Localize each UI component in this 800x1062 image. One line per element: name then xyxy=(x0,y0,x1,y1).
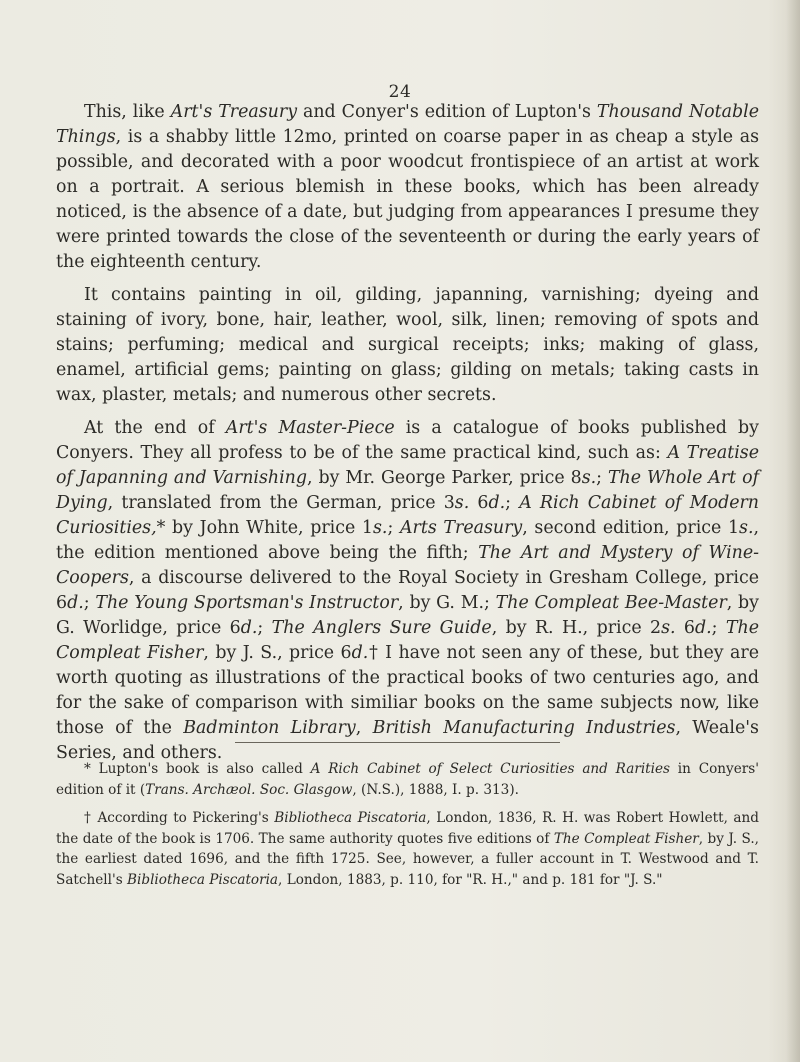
text-run: , a discourse delivered to the Royal Society in Gresham College, price 6 xyxy=(56,568,759,613)
italic-text: Thousand Notable Things xyxy=(56,102,759,147)
italic-text: d. xyxy=(240,618,258,638)
text-run: , by Mr. George Parker, price 8 xyxy=(306,468,582,488)
italic-text: Art's Master-Piece xyxy=(225,418,395,438)
italic-text: d. xyxy=(351,643,369,663)
italic-text: s. xyxy=(739,518,754,538)
text-run: , second edition, price 1 xyxy=(522,518,740,538)
italic-text: Trans. Archæol. Soc. Glasgow xyxy=(145,781,353,798)
italic-text: The Young Sportsman's Instructor xyxy=(95,593,399,613)
italic-text: d. xyxy=(67,593,84,613)
paragraph xyxy=(56,100,759,275)
page-edge-shadow xyxy=(786,0,800,1062)
text-run: , the edition mentioned above being the fifth; xyxy=(56,518,759,563)
text-run: , by R. H., price 2 xyxy=(491,618,662,638)
italic-text: Badminton Library xyxy=(183,718,356,738)
text-run: , xyxy=(355,718,373,738)
text-run: ; xyxy=(257,618,272,638)
footnotes xyxy=(56,759,759,890)
text-run: and Conyer's edition of Lupton's xyxy=(297,102,597,122)
text-run: † According to Pickering's xyxy=(84,810,275,826)
text-run: This, like xyxy=(84,102,171,122)
text-run: † I have not seen any of these, but they are worth quoting as illustrations of the practical books of two centuries ago, and for the sake of comparison with similiar books on the same subjects now, like those of the xyxy=(56,643,759,738)
text-run: It contains painting in oil, gilding, japanning, varnishing; dyeing and staining of ivory, bone, hair, leather, wool, silk, linen; removing of spots and stains; perfuming; medical and surgical receipts; inks; making of glass, enamel, artificial gems; painting on glass; gilding on metals; taking casts in wax, plaster, metals; and numerous other secrets. xyxy=(56,285,759,405)
text-run: ; xyxy=(596,468,608,488)
italic-text: d. xyxy=(694,618,712,638)
italic-text: Bibliotheca Piscatoria xyxy=(274,810,427,826)
paragraph xyxy=(56,283,759,408)
italic-text: A Rich Cabinet of Modern Curiosities, xyxy=(56,493,760,538)
italic-text: Arts Treasury xyxy=(399,518,523,538)
text-run: * by John White, price 1 xyxy=(156,518,373,538)
text-run: * Lupton's book is also called xyxy=(84,761,311,777)
italic-text: The Compleat Bee-Master xyxy=(495,593,727,613)
text-run: , is a shabby little 12mo, printed on coarse paper in as cheap a style as possible, and decorated with a poor woodcut frontispiece of an artist at work on a portrait. A serious blemish in these books, which has been already noticed, is the absence of a date, but judging from appearances I presume they were printed towards the close of the seventeenth or during the early years of the eighteenth century. xyxy=(56,127,759,272)
italic-text: s. xyxy=(372,518,388,538)
italic-text: s. xyxy=(454,493,470,513)
italic-text: A Treatise of Japanning and Varnishing xyxy=(56,443,759,488)
text-run: in Conyers' edition of it ( xyxy=(56,761,759,798)
text-run: ; xyxy=(387,518,400,538)
text-run: ; xyxy=(505,493,520,513)
text-run: , London, 1883, p. 110, for "R. H.," and p. 181 for "J. S." xyxy=(278,871,663,888)
italic-text: The Art and Mystery of Wine-Coopers xyxy=(56,543,759,588)
text-run: At the end of xyxy=(84,418,226,438)
text-run: , by G. M.; xyxy=(398,593,496,613)
italic-text: Art's Treasury xyxy=(170,102,298,122)
text-run: is a catalogue of books published by Conyers. They all profess to be of the same practical kind, such as: xyxy=(56,418,760,463)
text-run: , by J. S., price 6 xyxy=(203,643,352,663)
italic-text: The Compleat Fisher xyxy=(553,830,699,847)
italic-text: The Anglers Sure Guide xyxy=(271,618,492,638)
text-run: 6 xyxy=(675,618,695,638)
text-run: 6 xyxy=(469,493,489,513)
italic-text: Bibliotheca Piscatoria xyxy=(127,871,279,888)
italic-text: A Rich Cabinet of Select Curiosities and Rarities xyxy=(310,761,671,777)
footnote-divider xyxy=(235,742,560,743)
italic-text: s. xyxy=(661,618,676,638)
text-run: , by G. Worlidge, price 6 xyxy=(56,593,759,638)
italic-text: The Whole Art of Dying xyxy=(56,468,760,513)
italic-text: British Manufacturing Industries xyxy=(372,718,676,738)
text-run: , London, 1836, R. H. was Robert Howlett, and the date of the book is 1706. The same authority quotes five editions of xyxy=(56,810,759,847)
italic-text: The Compleat Fisher xyxy=(56,618,759,663)
body-text xyxy=(56,100,759,766)
text-run: ; xyxy=(83,593,96,613)
italic-text: d. xyxy=(488,493,506,513)
text-run: , translated from the German, price 3 xyxy=(107,493,455,513)
text-run: , Weale's Series, and others. xyxy=(56,718,759,763)
text-run: , (N.S.), 1888, I. p. 313). xyxy=(352,781,519,798)
text-run: ; xyxy=(711,618,726,638)
page-number: 24 xyxy=(388,82,412,102)
footnote xyxy=(56,759,759,800)
footnote xyxy=(56,808,759,890)
paragraph xyxy=(56,416,759,766)
text-run: , by J. S., the earliest dated 1696, and the fifth 1725. See, however, a fuller account in T. Westwood and T. Satchell's xyxy=(56,830,759,888)
italic-text: s. xyxy=(581,468,597,488)
